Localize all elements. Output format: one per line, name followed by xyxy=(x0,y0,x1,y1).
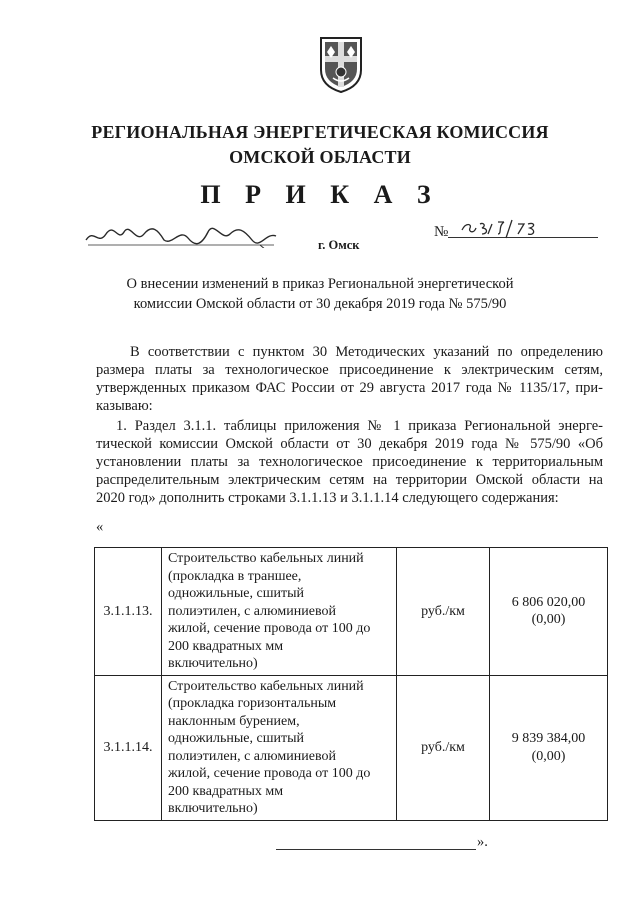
row-value xyxy=(490,675,608,820)
subject-line1: О внесении изменений в приказ Региональной энергетической xyxy=(126,276,514,292)
handwritten-order-number xyxy=(458,216,568,240)
paragraph-line: размера платы за технологическое присоединение к электрическим сетям, xyxy=(96,362,603,378)
row-unit: руб./км xyxy=(397,675,490,820)
description-line: Строительство кабельных линий xyxy=(168,551,364,566)
tariff-table xyxy=(94,547,608,821)
closing-underline xyxy=(276,849,476,850)
description-line: 200 квадратных мм xyxy=(168,638,284,654)
paragraph-line: установлении платы за технологическое присоединение к территориальным xyxy=(96,454,603,470)
coat-of-arms-icon xyxy=(318,34,364,94)
description-line: включительно) xyxy=(168,801,258,816)
paragraph-line: казываю: xyxy=(96,398,153,414)
table-row xyxy=(95,675,608,820)
order-number-label: № xyxy=(434,224,449,240)
organization-title-line2: ОМСКОЙ ОБЛАСТИ xyxy=(229,147,411,167)
description-line: жилой, сечение провода от 100 до xyxy=(168,766,371,781)
description-line: полиэтилен, с алюминиевой xyxy=(168,603,336,619)
row-description xyxy=(162,548,397,676)
row-unit: руб./км xyxy=(397,548,490,676)
preamble-paragraph xyxy=(96,343,603,415)
value-amount: 6 806 020,00 xyxy=(511,594,586,610)
value-sub: (0,00) xyxy=(531,748,566,764)
paragraph-line: утвержденных приказом ФАС России от 29 августа 2017 года № 1135/17, при- xyxy=(96,380,603,396)
description-line: полиэтилен, с алюминиевой xyxy=(168,748,336,764)
closing-quote: ». xyxy=(477,834,488,850)
opening-quote: « xyxy=(96,519,104,535)
handwritten-date-signature xyxy=(84,224,280,248)
paragraph-line: тической комиссии Омской области от 30 декабря 2019 года № 575/90 «Об xyxy=(96,436,603,452)
subject-line2: комиссии Омской области от 30 декабря 2019 года № 575/90 xyxy=(133,296,507,312)
paragraph-line: 2020 год» дополнить строками 3.1.1.13 и 3.1.1.14 следующего содержания: xyxy=(96,490,559,506)
row-description xyxy=(162,675,397,820)
value-sub: (0,00) xyxy=(531,612,566,628)
city-label: г. Омск xyxy=(318,238,360,252)
row-code: 3.1.1.14. xyxy=(95,675,162,820)
description-line: 200 квадратных мм xyxy=(168,783,284,799)
description-line: одножильные, сшитый xyxy=(168,586,305,601)
paragraph-line: В соответствии с пунктом 30 Методических указаний по определению xyxy=(130,344,603,360)
paragraph-line: 1. Раздел 3.1.1. таблицы приложения № 1 приказа Региональной энерге- xyxy=(116,418,603,434)
document-type-heading: П Р И К А З xyxy=(200,180,440,209)
organization-title-line1: РЕГИОНАЛЬНАЯ ЭНЕРГЕТИЧЕСКАЯ КОМИССИЯ xyxy=(91,122,549,142)
description-line: Строительство кабельных линий xyxy=(168,678,364,694)
table-row xyxy=(95,548,608,676)
row-value xyxy=(490,548,608,676)
value-amount: 9 839 384,00 xyxy=(511,731,586,746)
description-line: включительно) xyxy=(168,656,258,671)
paragraph-line: распределительным электрическим сетям на территории Омской области на xyxy=(96,472,603,488)
description-line: жилой, сечение провода от 100 до xyxy=(168,621,371,636)
description-line: одножильные, сшитый xyxy=(168,731,305,746)
description-line: наклонным бурением, xyxy=(168,713,300,729)
clause-1-paragraph xyxy=(96,417,603,507)
description-line: (прокладка в траншее, xyxy=(168,568,302,584)
description-line: (прокладка горизонтальным xyxy=(168,696,337,711)
row-code: 3.1.1.13. xyxy=(95,548,162,676)
